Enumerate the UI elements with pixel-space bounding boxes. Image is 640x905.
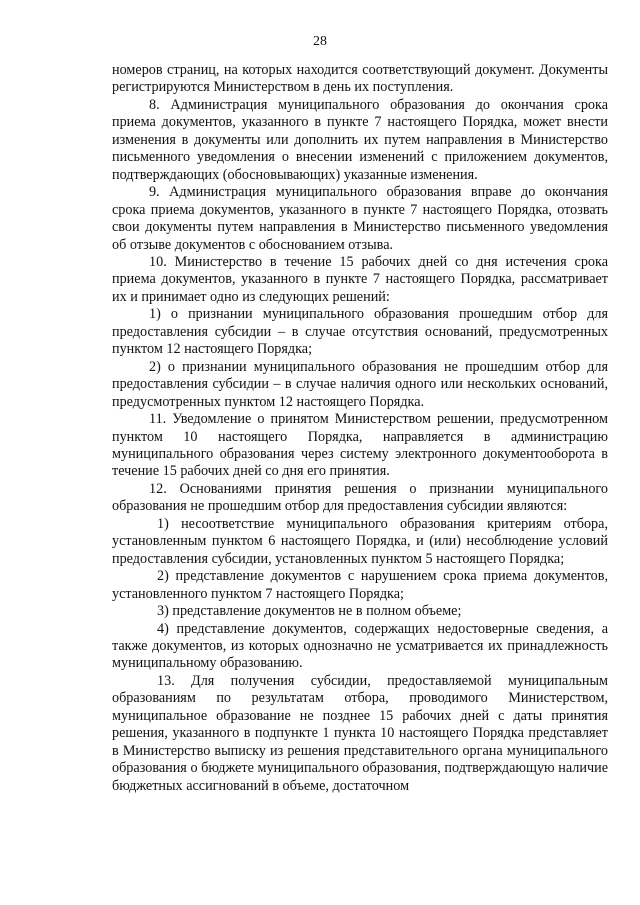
paragraph-12-item-3: 3) представление документов не в полном объеме;: [157, 603, 462, 620]
paragraph-12-item-2: 2) представление документов с нарушением срока приема документов, установленного пунктом 7 настоящего Порядка;: [112, 568, 608, 602]
paragraph-9: 9. Администрация муниципального образования вправе до окончания срока приема документов, указанного в пункте 7 настоящего Порядка, отозвать свои документы путем направления в Министерство письменного уведомления об отзыве документов с обоснованием отзыва.: [112, 184, 608, 253]
paragraph-12: 12. Основаниями принятия решения о признании муниципального образования не прошедшим отбор для предоставления субсидии являются:: [112, 480, 608, 515]
paragraph-10: 10. Министерство в течение 15 рабочих дней со дня истечения срока приема документов, указанного в пункте 7 настоящего Порядка, рассматривает их и принимает одно из следующих решений:: [112, 253, 608, 305]
paragraph-13: 13. Для получения субсидии, предоставляемой муниципальным образованиям по результатам отбора, проводимого Министерством, муниципальное образование не позднее 15 рабочих дней с даты принятия решения, указанного в подпункте 1 пункта 10 настоящего Порядка представляет в Министерство выписку из решения представительного органа муниципального образования о бюджете муниципального образования, подтверждающую наличие бюджетных ассигнований в объеме, достаточном: [112, 672, 608, 794]
paragraph-11: 11. Уведомление о принятом Министерством решении, предусмотренном пунктом 10 настоящего Порядка, направляется в администрацию муниципального образования через систему электронного документооборота в течение 15 рабочих дней со дня его принятия.: [112, 411, 608, 480]
page-number: 28: [313, 34, 327, 49]
paragraph-8: 8. Администрация муниципального образования до окончания срока приема документов, указанного в пункте 7 настоящего Порядка, может внести изменения в документы или дополнить их путем направления в Министерство письменного уведомления о внесении изменений с приложением документов, подтверждающих (обосновывающих) указанные изменения.: [112, 96, 608, 183]
paragraph-12-item-1: 1) несоответствие муниципального образования критериям отбора, установленным пунктом 6 настоящего Порядка, и (или) несоблюдение условий предоставления субсидии, установленных пунктом 5 настоящего Порядка;: [112, 515, 608, 567]
paragraph-continuation: номеров страниц, на которых находится соответствующий документ. Документы регистрируются Министерством в день их поступления.: [112, 62, 608, 96]
paragraph-10-item-1: 1) о признании муниципального образования прошедшим отбор для предоставления субсидии – в случае отсутствия оснований, предусмотренных пунктом 12 настоящего Порядка;: [112, 306, 608, 358]
document-body: [112, 62, 608, 795]
paragraph-10-item-2: 2) о признании муниципального образования не прошедшим отбор для предоставления субсидии – в случае наличия одного или нескольких оснований, предусмотренных пунктом 12 настоящего Порядка.: [112, 358, 608, 410]
paragraph-12-item-4: 4) представление документов, содержащих недостоверные сведения, а также документов, из которых однозначно не усматривается их принадлежность муниципальному образованию.: [112, 620, 608, 672]
